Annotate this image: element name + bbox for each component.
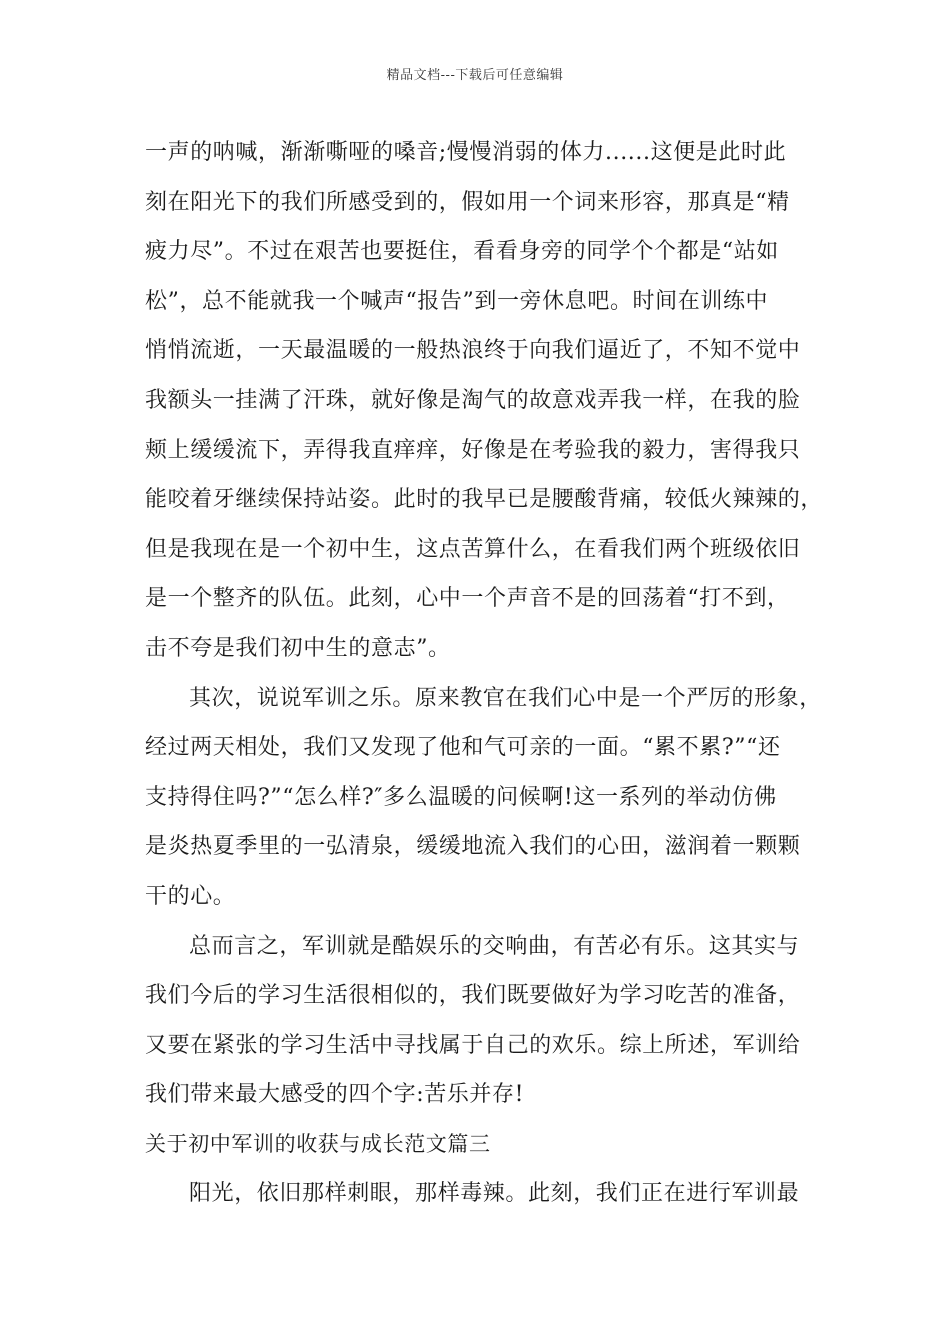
paragraph-line: 松”，总不能就我一个喊声“报告”到一旁休息吧。时间在训练中 bbox=[145, 288, 769, 314]
paragraph-line: 疲力尽”。不过在艰苦也要挺住，看看身旁的同学个个都是“站如 bbox=[145, 239, 779, 265]
paragraph-line: 干的心。 bbox=[145, 883, 236, 909]
paragraph-line: 是炎热夏季里的一弘清泉，缓缓地流入我们的心田，滋润着一颗颗 bbox=[145, 834, 801, 860]
paragraph-line: 其次，说说军训之乐。原来教官在我们心中是一个严厉的形象， bbox=[189, 685, 822, 711]
paragraph-line: 经过两天相处，我们又发现了他和气可亲的一面。“累不累?”“还 bbox=[145, 735, 781, 761]
paragraph-line: 但是我现在是一个初中生，这点苦算什么，在看我们两个班级依旧 bbox=[145, 536, 801, 562]
paragraph-line: 能咬着牙继续保持站姿。此时的我早已是腰酸背痛，较低火辣辣的， bbox=[145, 487, 824, 513]
paragraph-line: 击不夸是我们初中生的意志”。 bbox=[145, 635, 451, 661]
paragraph-line: 我额头一挂满了汗珠，就好像是淘气的故意戏弄我一样，在我的脸 bbox=[145, 387, 801, 413]
document-body bbox=[145, 128, 825, 1219]
paragraph-line: 是一个整齐的队伍。此刻，心中一个声音不是的回荡着“打不到， bbox=[145, 586, 790, 612]
paragraph-line: 支持得住吗?”“怎么样?″多么温暖的问候啊!这一系列的举动仿佛 bbox=[145, 784, 777, 810]
section-heading: 关于初中军训的收获与成长范文篇三 bbox=[145, 1131, 491, 1156]
page-header: 精品文档---下载后可任意编辑 bbox=[386, 68, 564, 83]
paragraph-line: 我们带来最大感受的四个字:苦乐并存! bbox=[145, 1082, 525, 1108]
paragraph-line: 我们今后的学习生活很相似的，我们既要做好为学习吃苦的准备， bbox=[145, 983, 801, 1009]
paragraph-line: 一声的呐喊，渐渐嘶哑的嗓音;慢慢消弱的体力......这便是此时此 bbox=[145, 140, 787, 165]
paragraph-line: 悄悄流逝，一天最温暖的一般热浪终于向我们逼近了，不知不觉中 bbox=[145, 338, 801, 364]
paragraph-line: 总而言之，军训就是酷娱乐的交响曲，有苦必有乐。这其实与 bbox=[189, 933, 800, 959]
paragraph-line: 刻在阳光下的我们所感受到的，假如用一个词来形容，那真是“精 bbox=[145, 189, 790, 215]
paragraph-line: 阳光，依旧那样刺眼，那样毒辣。此刻，我们正在进行军训最 bbox=[189, 1181, 800, 1207]
paragraph-line: 颊上缓缓流下，弄得我直痒痒，好像是在考验我的毅力，害得我只 bbox=[145, 437, 801, 463]
paragraph-line: 又要在紧张的学习生活中寻找属于自己的欢乐。综上所述，军训给 bbox=[145, 1032, 801, 1058]
